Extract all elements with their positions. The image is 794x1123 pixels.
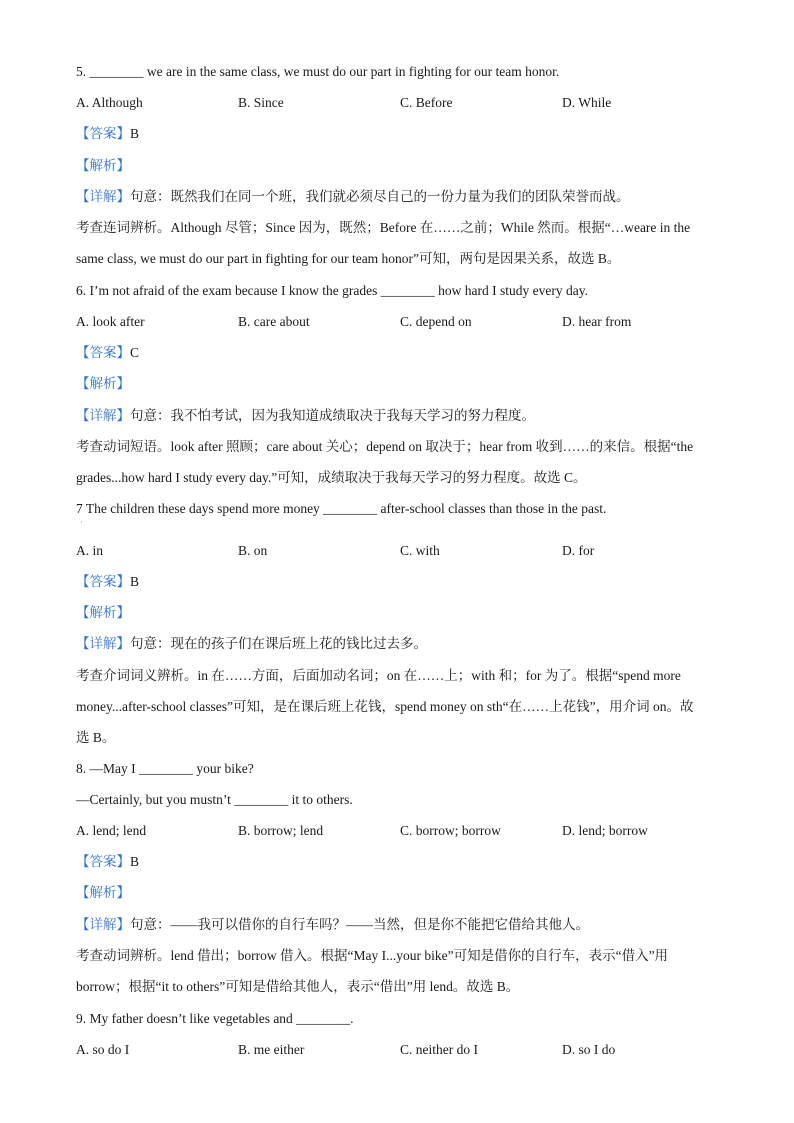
q8-detail-line-2: 考查动词辨析。lend 借出；borrow 借入。根据“May I...your bike”可知是借你的自行车，表示“借入”用 xyxy=(76,948,669,963)
q6-answer xyxy=(76,344,139,362)
q5-option-a: A. Although xyxy=(76,95,143,110)
q9-option-c: C. neither do I xyxy=(400,1042,478,1057)
q7-option-b: B. on xyxy=(238,543,268,558)
q6-answer-value: C xyxy=(130,345,140,360)
q6-option-b: B. care about xyxy=(238,314,310,329)
q5-analysis-label: 【解析】 xyxy=(76,158,130,173)
q7-analysis-label: 【解析】 xyxy=(76,605,130,620)
q5-answer xyxy=(76,125,139,143)
q6-answer-label: 【答案】 xyxy=(76,345,130,360)
q5-option-b: B. Since xyxy=(238,95,284,110)
q5-option-c: C. Before xyxy=(400,95,453,110)
q7-answer xyxy=(76,573,139,591)
q6-detail-line-1: 【详解】句意：我不怕考试，因为我知道成绩取决于我每天学习的努力程度。 xyxy=(76,408,535,423)
q5-answer-value: B xyxy=(130,126,140,141)
question-9-stem: 9. My father doesn’t like vegetables and ________. xyxy=(76,1011,354,1026)
q8-analysis-label: 【解析】 xyxy=(76,885,130,900)
question-8-stem-2: —Certainly, but you mustn’t ________ it to others. xyxy=(76,792,353,807)
q7-answer-value: B xyxy=(130,574,140,589)
q7-detail-line-2: 考查介词词义辨析。in 在……方面，后面加动名词；on 在……上；with 和；for 为了。根据“spend more xyxy=(76,668,681,683)
q6-detail-line-3: grades...how hard I study every day.”可知，成绩取决于我每天学习的努力程度。故选 C。 xyxy=(76,470,587,485)
q6-option-c: C. depend on xyxy=(400,314,472,329)
q5-detail-label: 【详解】 xyxy=(76,189,130,204)
q5-detail-line-2: 考查连词辨析。Although 尽管；Since 因为，既然；Before 在……之前；While 然而。根据“…weare in the xyxy=(76,220,691,235)
q7-option-c: C. with xyxy=(400,543,440,558)
q7-detail-label: 【详解】 xyxy=(76,636,130,651)
question-8-stem: 8. —May I ________ your bike? xyxy=(76,761,254,776)
q8-detail-label: 【详解】 xyxy=(76,917,130,932)
q6-detail-line-2: 考查动词短语。look after 照顾；care about 关心；depend on 取决于；hear from 收到……的来信。根据“the xyxy=(76,439,694,454)
q6-option-a: A. look after xyxy=(76,314,145,329)
question-6-stem: 6. I’m not afraid of the exam because I know the grades ________ how hard I study every day. xyxy=(76,283,588,298)
q9-option-b: B. me either xyxy=(238,1042,305,1057)
q7-answer-label: 【答案】 xyxy=(76,574,130,589)
q5-answer-label: 【答案】 xyxy=(76,126,130,141)
q7-option-a: A. in xyxy=(76,543,103,558)
q7-stem-mark: · xyxy=(80,518,83,527)
q8-detail-line-3: borrow；根据“it to others”可知是借给其他人，表示“借出”用 lend。故选 B。 xyxy=(76,979,520,994)
q8-option-d: D. lend; borrow xyxy=(562,823,648,838)
q6-analysis-label: 【解析】 xyxy=(76,376,130,391)
question-7-stem: 7 The children these days spend more money ________ after-school classes than those in the past. xyxy=(76,501,607,516)
q9-option-a: A. so do I xyxy=(76,1042,130,1057)
q5-option-d: D. While xyxy=(562,95,612,110)
q8-answer-label: 【答案】 xyxy=(76,854,130,869)
q7-detail-line-1: 【详解】句意：现在的孩子们在课后班上花的钱比过去多。 xyxy=(76,636,427,651)
q7-detail-line-3: money...after-school classes”可知，是在课后班上花钱，spend money on sth“在……上花钱”，用介词 on。故 xyxy=(76,699,694,714)
q8-option-a: A. lend; lend xyxy=(76,823,147,838)
question-5-stem: 5. ________ we are in the same class, we must do our part in fighting for our team honor. xyxy=(76,64,560,79)
q5-detail-line-1: 【详解】句意：既然我们在同一个班，我们就必须尽自己的一份力量为我们的团队荣誉而战。 xyxy=(76,189,630,204)
q6-option-d: D. hear from xyxy=(562,314,632,329)
q8-option-c: C. borrow; borrow xyxy=(400,823,501,838)
q9-option-d: D. so I do xyxy=(562,1042,616,1057)
q8-answer xyxy=(76,853,139,871)
q6-detail-label: 【详解】 xyxy=(76,408,130,423)
q7-detail-line-4: 选 B。 xyxy=(76,730,116,745)
q5-detail-line-3: same class, we must do our part in fighting for our team honor”可知，两句是因果关系，故选 B。 xyxy=(76,251,621,266)
q8-answer-value: B xyxy=(130,854,140,869)
q8-option-b: B. borrow; lend xyxy=(238,823,324,838)
q8-detail-line-1: 【详解】句意：——我可以借你的自行车吗？——当然，但是你不能把它借给其他人。 xyxy=(76,917,589,932)
q7-option-d: D. for xyxy=(562,543,595,558)
